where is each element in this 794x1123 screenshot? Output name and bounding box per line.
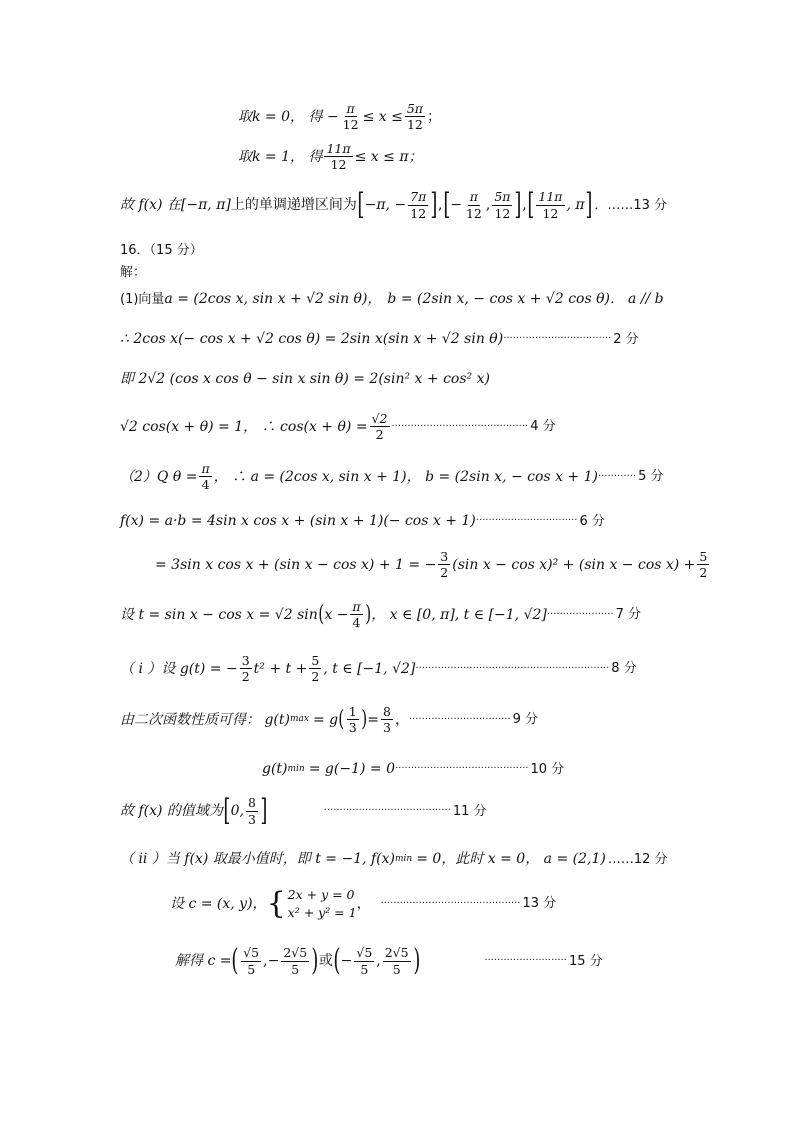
numerator: 5 <box>699 549 708 564</box>
score: 6 分 <box>579 513 605 529</box>
equation: ∴ 2cos x(− cos x + √2 cos θ) = 2sin x(sin x + √2 sin θ) <box>120 331 504 347</box>
line-part2 <box>120 462 664 491</box>
dots: ································ <box>475 515 578 526</box>
bracket: ] <box>260 793 268 828</box>
text: , π <box>566 197 585 213</box>
text: 解得 c = <box>175 953 232 969</box>
dots: ············································ <box>380 897 521 909</box>
denominator: 12 <box>342 117 359 133</box>
numerator: 11π <box>538 189 563 205</box>
text: ≤ x ≤ π； <box>354 148 423 165</box>
brace: { <box>266 885 286 921</box>
denominator: 5 <box>247 961 256 977</box>
fraction <box>354 946 374 975</box>
fraction <box>341 102 361 131</box>
dots: ·································· <box>503 333 612 344</box>
subscript: min <box>395 853 413 864</box>
denominator: 12 <box>542 205 559 221</box>
score: 11 分 <box>452 803 487 819</box>
bracket: [ <box>527 187 535 222</box>
bracket: [ <box>442 187 450 222</box>
subscript: max <box>289 714 309 725</box>
dots: ····················· <box>546 608 614 620</box>
score: 7 分 <box>615 607 642 623</box>
text: 故 f(x) 在 <box>120 197 181 213</box>
equation: 设 t = sin x − cos x = √2 sin <box>120 606 318 623</box>
fraction <box>492 190 512 219</box>
vector-b: b = (2sin x, − cos x + √2 cos θ)． <box>387 291 624 307</box>
denominator: 3 <box>348 720 357 736</box>
numerator: π <box>469 189 479 205</box>
fraction <box>383 946 411 975</box>
fraction <box>350 600 362 629</box>
dots: ··········································· <box>391 420 529 432</box>
text: (1)向量 <box>120 291 165 307</box>
text: ， <box>356 895 371 912</box>
line-gmax <box>120 705 538 734</box>
denominator: 2 <box>311 669 320 685</box>
solution-label <box>120 266 146 279</box>
text: ； <box>427 108 441 125</box>
denominator: 12 <box>406 117 423 133</box>
equation-row: 2x + y = 0 <box>287 887 355 902</box>
score: 10 分 <box>530 761 565 777</box>
fraction <box>240 654 252 683</box>
equation: 即 2√2 (cos x cos θ − sin x sin θ) = 2(sin² x + cos² x) <box>120 371 490 387</box>
text: ， <box>394 711 409 728</box>
score: 13 分 <box>522 896 557 911</box>
fraction <box>241 946 261 975</box>
score: 15 分 <box>568 953 603 969</box>
denominator: 3 <box>247 811 256 827</box>
paren: ( <box>333 943 341 978</box>
fraction <box>381 705 393 734</box>
equation: (sin x − cos x)² + (sin x − cos x) + <box>452 556 696 573</box>
score: 9 分 <box>512 712 539 728</box>
paren: ) <box>364 601 371 627</box>
bracket: ] <box>514 187 522 222</box>
denominator: 2 <box>375 427 384 443</box>
paren: ( <box>231 943 239 978</box>
numerator: √5 <box>243 945 260 961</box>
numerator: 11π <box>326 141 351 156</box>
text: （2）Q θ = <box>120 468 198 485</box>
fraction <box>438 550 450 579</box>
numerator: 1 <box>348 704 357 719</box>
denominator: 3 <box>382 720 391 736</box>
line-step4 <box>120 412 556 441</box>
paren: ) <box>311 943 319 978</box>
numerator: 5π <box>406 101 423 116</box>
fraction <box>246 796 258 825</box>
denominator: 5 <box>392 961 401 977</box>
text: g(t) <box>262 761 288 777</box>
fraction <box>697 550 709 579</box>
line-substitution: 设 t = sin x − cos x = √2 sin ( x − $\frac{\pi}{4}$ ) ， x ∈ [0, π], t ∈ [−1, √2] ····················· 7 分 <box>120 599 642 631</box>
denominator: 4 <box>352 615 361 631</box>
equation-row: x² + y² = 1 <box>287 904 357 920</box>
score: 4 分 <box>530 419 556 435</box>
fraction <box>309 654 321 683</box>
bracket: ] <box>584 187 592 222</box>
line-step3 <box>120 372 490 386</box>
equation-system <box>267 886 357 921</box>
numerator: 5 <box>311 653 320 668</box>
paren: ) <box>412 943 420 978</box>
equation: ， ∴ a = (2cos x, sin x + 1)， b = (2sin x, − cos x + 1) <box>213 468 598 485</box>
text: 取k = 0， 得 − <box>238 108 339 125</box>
line-system <box>170 886 556 921</box>
numerator: 5π <box>494 189 511 205</box>
score: 2 分 <box>613 331 639 347</box>
dots: ····························································· <box>415 662 610 674</box>
numerator: π <box>201 461 210 476</box>
denominator: 2 <box>241 669 250 685</box>
equation: = g(−1) = 0 <box>308 761 395 777</box>
fraction <box>408 190 428 219</box>
dots: ·························· <box>484 955 567 966</box>
numerator: 3 <box>241 653 250 668</box>
equation: = <box>367 711 379 728</box>
line-k1 <box>238 142 423 171</box>
question-number <box>120 244 203 257</box>
denominator: 2 <box>699 565 708 581</box>
text: 设 c = (x, y)， <box>170 895 267 912</box>
score: ……12 分 <box>607 851 668 867</box>
text: 解： <box>120 265 147 280</box>
numerator: 2√5 <box>283 945 308 961</box>
numerator: √5 <box>356 945 373 961</box>
line-gmin <box>262 762 564 776</box>
line-g-def <box>120 654 637 683</box>
fraction <box>281 946 309 975</box>
denominator: 12 <box>494 205 511 221</box>
text: 16．（15 分） <box>120 243 203 258</box>
score: 8 分 <box>611 661 637 677</box>
line-k0 <box>238 102 441 131</box>
text: ≤ x ≤ <box>362 108 403 125</box>
dots: ········································ <box>323 805 451 816</box>
fraction <box>464 190 484 219</box>
equation: f(x) = a·b = 4sin x cos x + (sin x + 1)(− cos x + 1) <box>120 513 476 529</box>
numerator: 8 <box>247 795 256 811</box>
numerator: π <box>346 101 355 116</box>
text: 或 <box>318 953 333 969</box>
dots: ············ <box>597 470 637 482</box>
text: （ ii ）当 f(x) 取最小值时，即 t = −1, f(x) <box>120 851 396 867</box>
numerator: 7π <box>410 189 427 205</box>
score: 5 分 <box>638 469 664 485</box>
fraction <box>347 705 359 734</box>
numerator: √2 <box>371 411 388 426</box>
bracket: ] <box>430 187 438 222</box>
text: 上的单调递增区间为 <box>230 197 357 213</box>
equation: （ i ）设 g(t) = − <box>120 660 238 677</box>
line-fx-rewrite <box>155 550 711 579</box>
line-range: 故 f(x) 的值域为 [ 0, $\frac{8}{3}$ ] ········································ 11 分 <box>120 793 487 828</box>
bracket: [ <box>357 187 365 222</box>
paren: ( <box>338 706 345 732</box>
score: ．……13 分 <box>594 197 668 213</box>
vector-a: a = (2cos x, sin x + √2 sin θ)， <box>164 291 382 307</box>
numerator: 3 <box>440 549 449 564</box>
denominator: 12 <box>465 205 482 221</box>
denominator: 4 <box>201 477 210 493</box>
denominator: 5 <box>360 961 369 977</box>
numerator: 8 <box>382 704 391 719</box>
line-solution: 解得 c = ( $\frac{√5}{5}$ ,− $\frac{2√5}{5}$ ) 或 ( − $\frac{√5}{5}$ , $\frac{2√5}{5}$ ) ·························· 15 分 <box>175 943 603 978</box>
denominator: 12 <box>410 205 427 221</box>
bracket: [ <box>223 793 231 828</box>
fraction <box>536 190 564 219</box>
line-min-case <box>120 852 668 866</box>
dots: ·········································· <box>394 763 529 774</box>
text: 由二次函数性质可得： g(t) <box>120 711 290 728</box>
denominator: 12 <box>330 157 347 173</box>
text: − <box>450 197 462 213</box>
dots: ································ <box>408 713 511 725</box>
equation: = 3sin x cos x + (sin x − cos x) + 1 = − <box>155 556 437 573</box>
fraction <box>370 412 390 441</box>
interval: [−π, π] <box>180 197 231 213</box>
text: 故 f(x) 的值域为 <box>120 803 223 819</box>
line-increasing-intervals: 故 f(x) 在 [−π, π] 上的单调递增区间为 [ −π, − $\frac{7\pi}{12}$ ] , [ − $\frac{\pi}{12}$ , $\frac{5\pi}{12}$ ] , [ $\frac{11\pi}{12}$ , π ] ．……13 分 <box>120 187 668 222</box>
denominator: 5 <box>291 961 300 977</box>
numerator: 2√5 <box>384 945 409 961</box>
line-fx <box>120 514 605 528</box>
equation: , t ∈ [−1, √2] <box>323 660 416 677</box>
parallel: a // b <box>628 291 664 307</box>
equation: = g <box>312 711 339 728</box>
fraction <box>405 102 425 131</box>
paren: ) <box>360 706 367 732</box>
line-step2 <box>120 332 639 346</box>
denominator: 2 <box>440 565 449 581</box>
numerator: π <box>352 599 361 614</box>
paren: ( <box>318 601 325 627</box>
fraction <box>324 142 352 171</box>
line-vectors <box>120 292 664 306</box>
text: −π, − <box>364 197 407 213</box>
text: 取k = 1， 得 <box>238 148 323 165</box>
equation: t² + t + <box>253 660 308 677</box>
subscript: min <box>287 763 305 774</box>
equation: √2 cos(x + θ) = 1， ∴ cos(x + θ) = <box>120 418 368 435</box>
fraction <box>199 462 211 491</box>
equation: ， x ∈ [0, π], t ∈ [−1, √2] <box>371 606 547 623</box>
equation: = 0，此时 x = 0， a = (2,1) <box>416 851 606 867</box>
